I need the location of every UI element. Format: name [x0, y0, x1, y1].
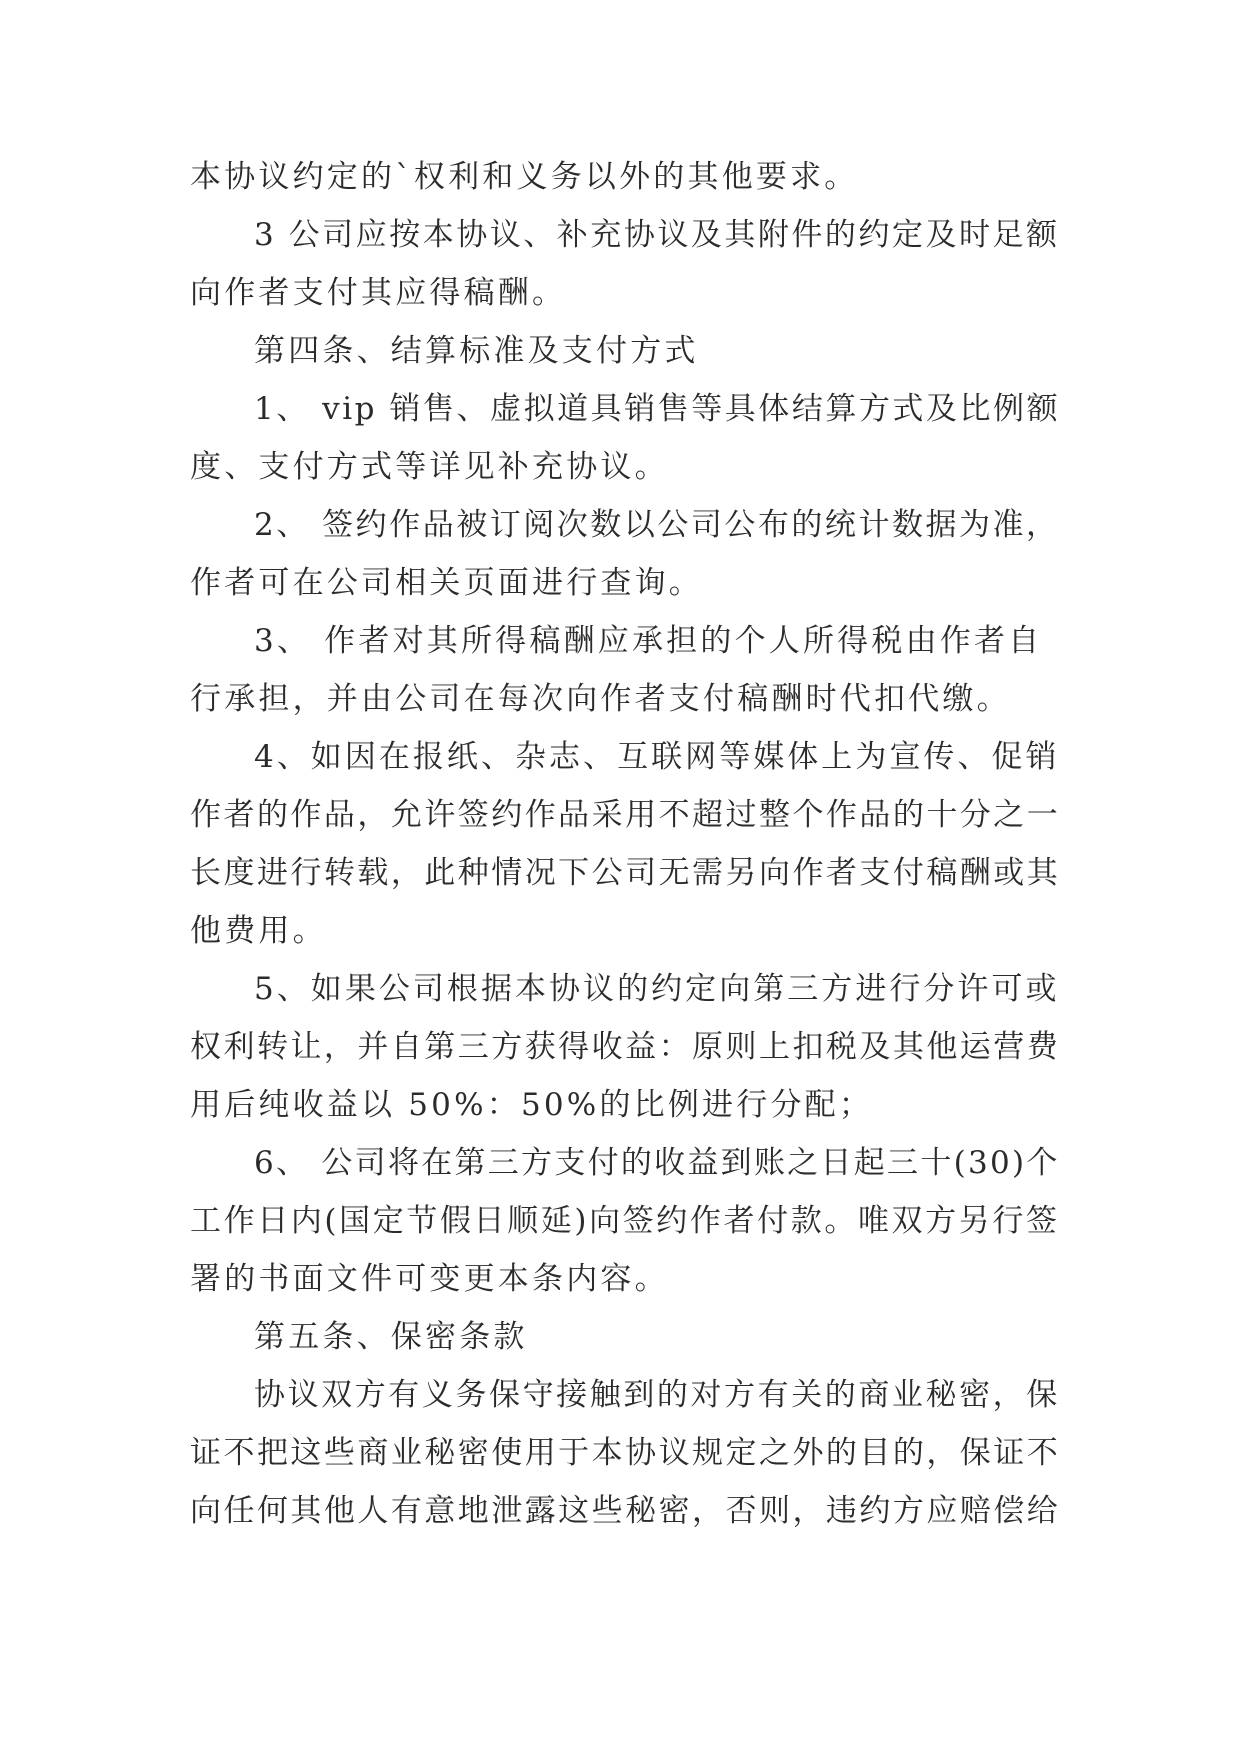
text-line: 3、 作者对其所得稿酬应承担的个人所得税由作者自 [254, 623, 1043, 659]
text-line: 工作日内(国定节假日顺延)向签约作者付款。唯双方另行签 [190, 1203, 1060, 1239]
text-line: 向任何其他人有意地泄露这些秘密，否则，违约方应赔偿给 [190, 1493, 1061, 1529]
text-line: 6、 公司将在第三方支付的收益到账之日起三十(30)个 [254, 1145, 1060, 1181]
text-line: 权利转让，并自第三方获得收益：原则上扣税及其他运营费 [190, 1029, 1061, 1065]
text-line: 证不把这些商业秘密使用于本协议规定之外的目的，保证不 [190, 1435, 1061, 1471]
text-line: 长度进行转载，此种情况下公司无需另向作者支付稿酬或其 [190, 855, 1061, 891]
text-line: 用后纯收益以 50%：50%的比例进行分配； [190, 1087, 874, 1123]
text-line: 署的书面文件可变更本条内容。 [190, 1261, 669, 1297]
text-line: 向作者支付其应得稿酬。 [190, 275, 567, 311]
text-line: 他费用。 [190, 913, 327, 949]
section-heading: 第五条、保密条款 [254, 1319, 528, 1355]
text-line: 1、 vip 销售、虚拟道具销售等具体结算方式及比例额 [254, 391, 1061, 427]
text-line: 本协议约定的`权利和义务以外的其他要求。 [190, 159, 859, 195]
text-line: 行承担，并由公司在每次向作者支付稿酬时代扣代缴。 [190, 681, 1011, 717]
text-line: 4、如因在报纸、杂志、互联网等媒体上为宣传、促销 [254, 739, 1060, 775]
section-heading: 第四条、结算标准及支付方式 [254, 333, 699, 369]
text-line: 作者可在公司相关页面进行查询。 [190, 565, 703, 601]
text-line: 2、 签约作品被订阅次数以公司公布的统计数据为准， [254, 507, 1060, 543]
text-line: 作者的作品，允许签约作品采用不超过整个作品的十分之一 [190, 797, 1061, 833]
text-line: 5、如果公司根据本协议的约定向第三方进行分许可或 [254, 971, 1060, 1007]
text-line: 协议双方有义务保守接触到的对方有关的商业秘密，保 [254, 1377, 1060, 1413]
text-line: 度、支付方式等详见补充协议。 [190, 449, 669, 485]
text-line: 3 公司应按本协议、补充协议及其附件的约定及时足额 [254, 217, 1060, 253]
